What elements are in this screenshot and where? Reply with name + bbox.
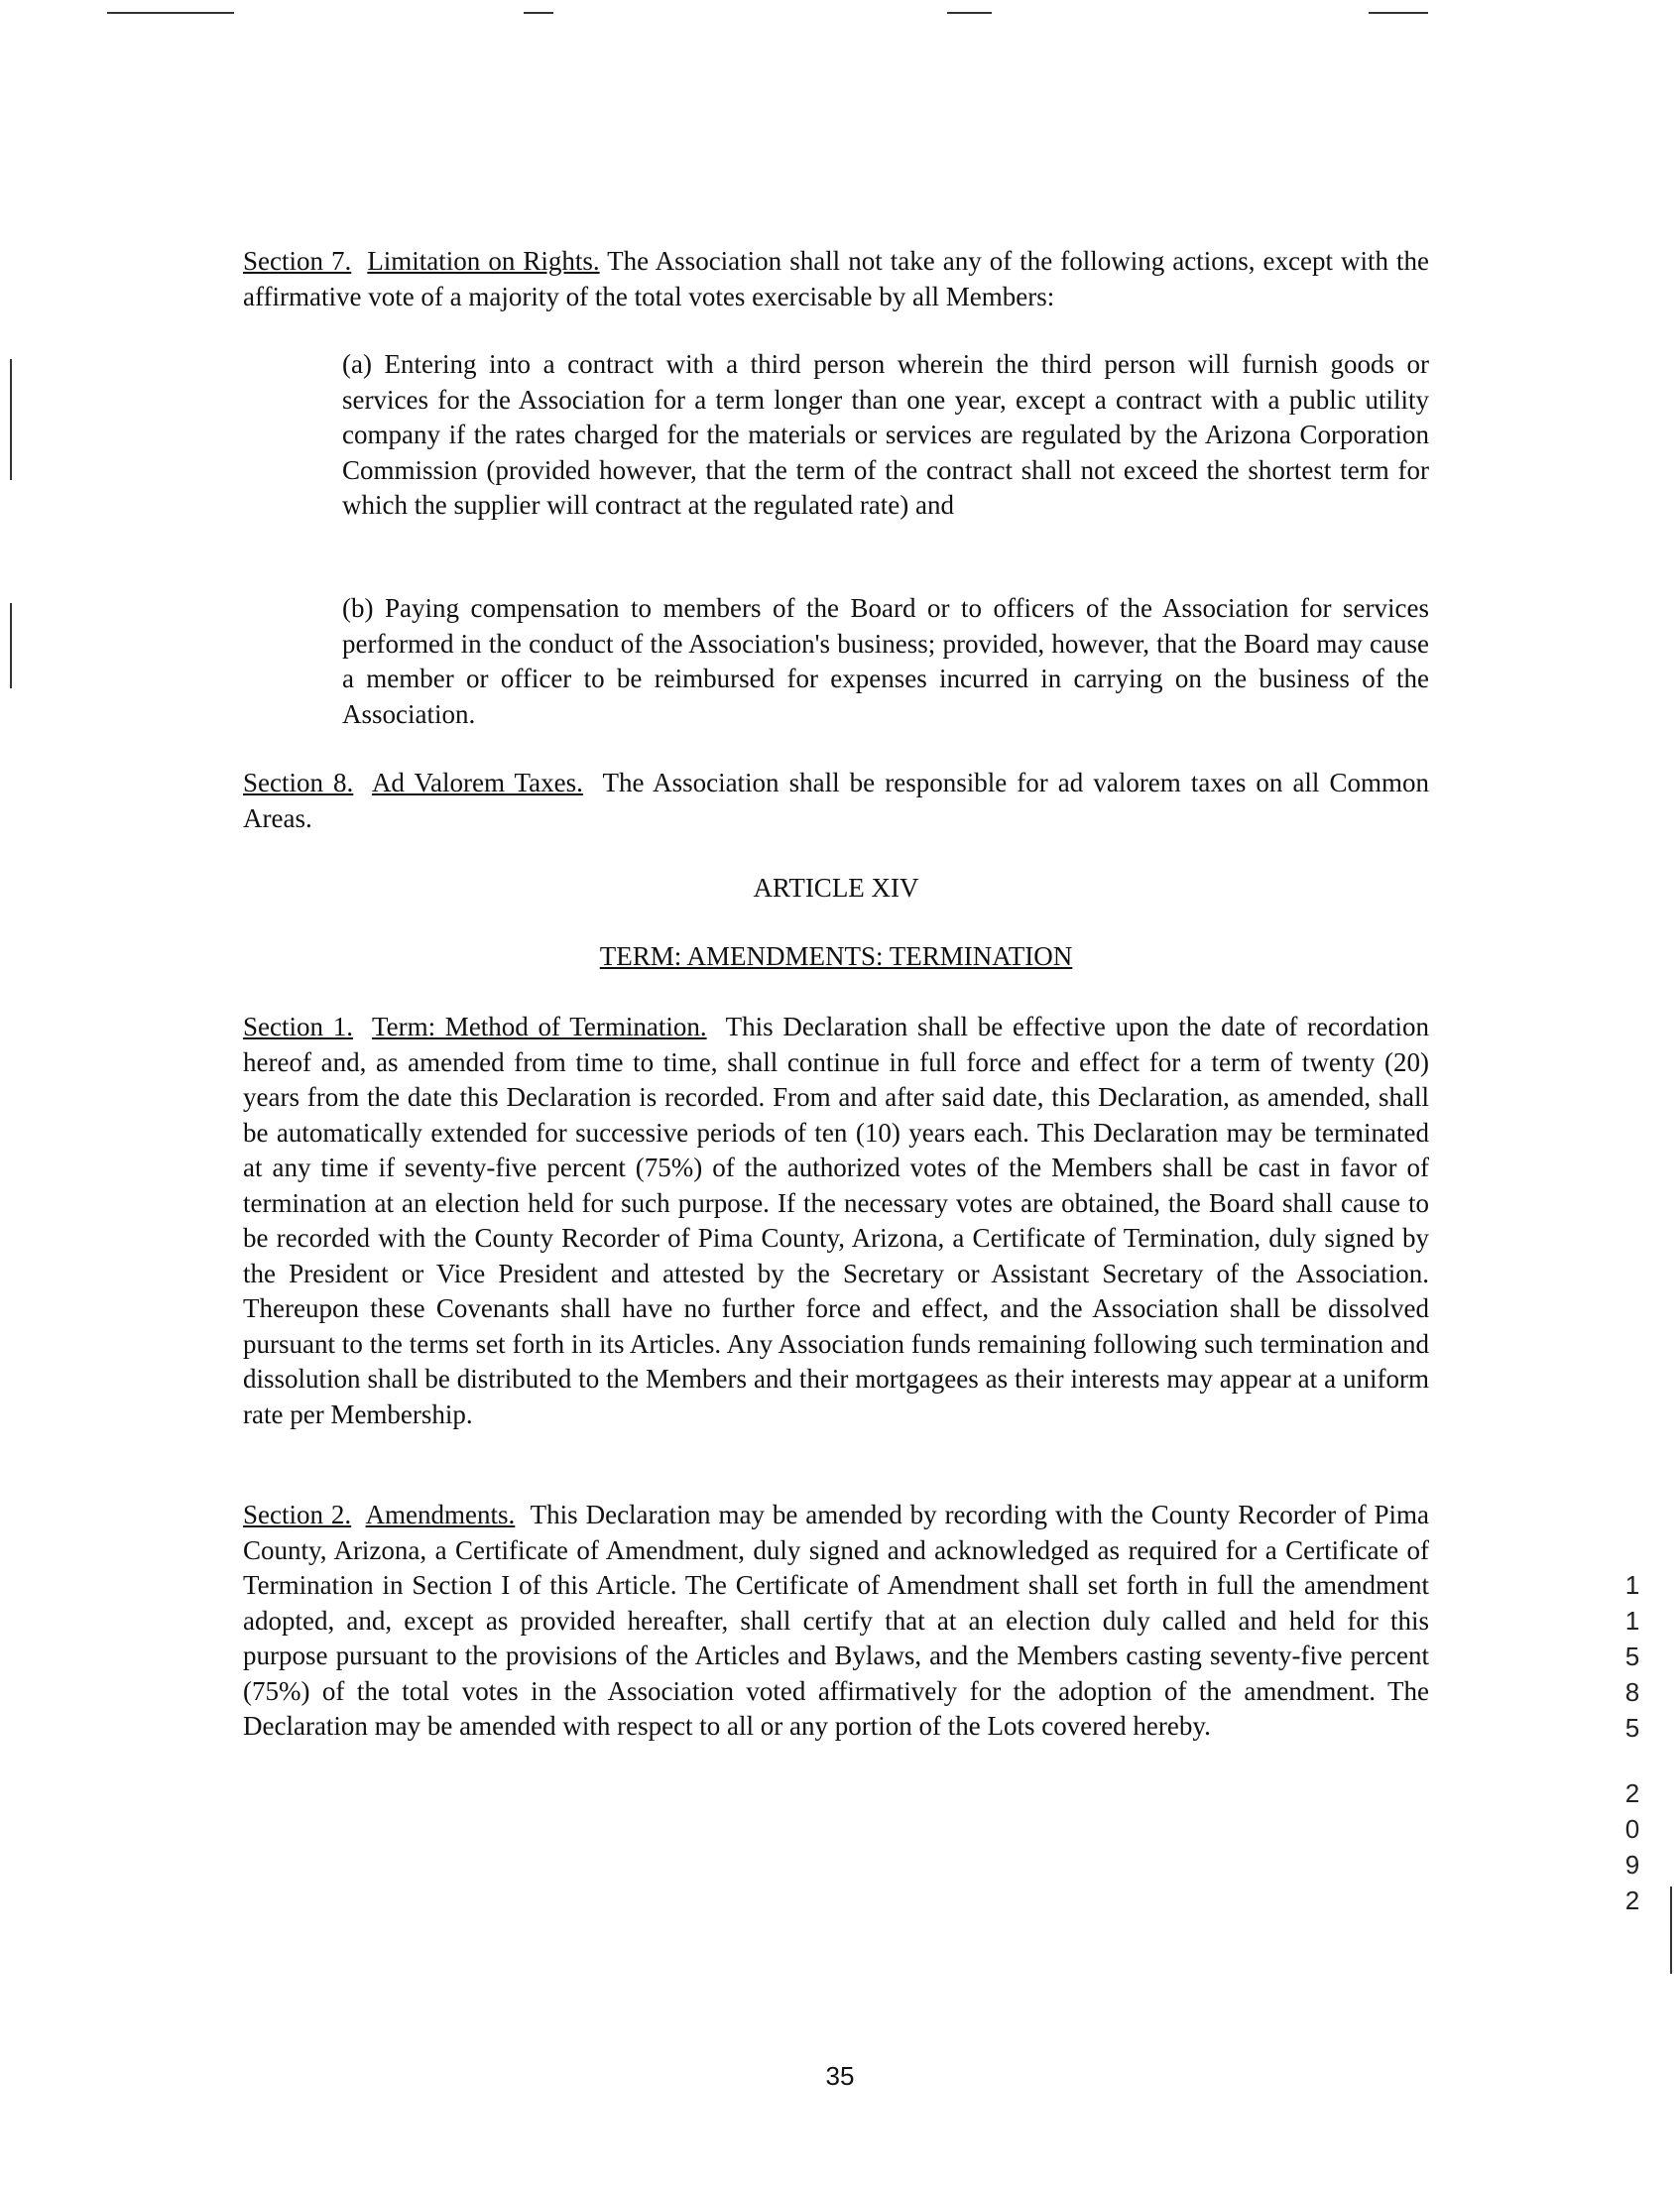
section-2 <box>243 1498 1429 1745</box>
section-8 <box>243 766 1429 836</box>
stamp-char: 1 <box>1624 1606 1640 1636</box>
stamp-char: 2 <box>1624 1886 1640 1915</box>
margin-bar-2 <box>10 603 12 688</box>
section-7-text: The Association shall not take any of the following actions, except with the affirmative vote of a majority of the total votes exercisable by all Members: <box>243 246 1430 311</box>
section-1-title: Term: Method of Termination. <box>371 1012 707 1041</box>
section-7-clause-b: (b) Paying compensation to members of the Board or to officers of the Association for services performed in the conduct of the Association's business; provided, however, that the Board may cause a member or officer to be reimbursed for expenses incurred in carrying on the business of the Association. <box>342 593 1429 729</box>
stamp-char: 5 <box>1624 1642 1640 1671</box>
section-8-title: Ad Valorem Taxes. <box>371 768 583 797</box>
stamp-char: 2 <box>1624 1778 1640 1808</box>
article-heading: ARTICLE XIV <box>753 873 919 903</box>
recording-stamp-2 <box>1620 1775 1644 1918</box>
margin-bar-1 <box>10 359 12 480</box>
top-rule-3 <box>947 12 992 14</box>
top-rule-2 <box>524 12 553 14</box>
stamp-char: 0 <box>1624 1814 1640 1844</box>
section-7 <box>243 244 1429 314</box>
stamp-char: 8 <box>1624 1677 1640 1707</box>
page-number: 35 <box>825 2061 855 2091</box>
section-2-title: Amendments. <box>365 1500 516 1529</box>
section-1-text: This Declaration shall be effective upon the date of recordation hereof and, as amended from time to time, shall continue in full force and effect for a term of twenty (20) years from the date this Declaration is recorded. From and after said date, this Declaration, as amended, shall be automatically extended for successive periods of ten (10) years each. This Declaration may be terminated at any time if seventy-five percent (75%) of the authorized votes of the Members shall be cast in favor of termination at an election held for such purpose. If the necessary votes are obtained, the Board shall cause to be recorded with the County Recorder of Pima County, Arizona, a Certificate of Termination, duly signed by the President or Vice President and attested by the Secretary or Assistant Secretary of the Association. Thereupon these Covenants shall have no further force and effect, and the Association shall be dissolved pursuant to the terms set forth in its Articles. Any Association funds remaining following such termination and dissolution shall be distributed to the Members and their mortgagees as their interests may appear at a uniform rate per Membership. <box>243 1012 1429 1429</box>
margin-bar-3 <box>1670 1886 1672 1974</box>
recording-stamp-1 <box>1620 1567 1644 1746</box>
article-subheading-text: TERM: AMENDMENTS: TERMINATION <box>599 941 1073 971</box>
section-8-label: Section 8. <box>243 768 354 797</box>
section-7-label: Section 7. <box>243 246 352 276</box>
top-rule-1 <box>107 12 234 14</box>
section-8-text: The Association shall be responsible for ad valorem taxes on all Common Areas. <box>243 768 1430 833</box>
top-rule-4 <box>1369 12 1428 14</box>
section-1 <box>243 1010 1429 1432</box>
section-2-text: This Declaration may be amended by recording with the County Recorder of Pima County, Arizona, a Certificate of Amendment, duly signed and acknowledged as required for a Certificate of Termination in Section I of this Article. The Certificate of Amendment shall set forth in full the amendment adopted, and, except as provided hereafter, shall certify that at an election duly called and held for this purpose pursuant to the provisions of the Articles and Bylaws, and the Members casting seventy-five percent (75%) of the total votes in the Association voted affirmatively for the adoption of the amendment. The Declaration may be amended with respect to all or any portion of the Lots covered hereby. <box>243 1500 1430 1741</box>
stamp-char: 9 <box>1624 1850 1640 1880</box>
article-subheading <box>243 939 1429 974</box>
section-2-label: Section 2. <box>243 1500 352 1529</box>
stamp-char: 5 <box>1624 1713 1640 1743</box>
stamp-char: 1 <box>1624 1570 1640 1600</box>
section-7-title: Limitation on Rights. <box>367 246 600 276</box>
section-1-label: Section 1. <box>243 1012 353 1041</box>
section-7-clause-a: (a) Entering into a contract with a third person wherein the third person will furnish goods or services for the Association for a term longer than one year, except a contract with a public utility company if the rates charged for the materials or services are regulated by the Arizona Corporation Commission (provided however, that the term of the contract shall not exceed the shortest term for which the supplier will contract at the regulated rate) and <box>342 349 1429 520</box>
